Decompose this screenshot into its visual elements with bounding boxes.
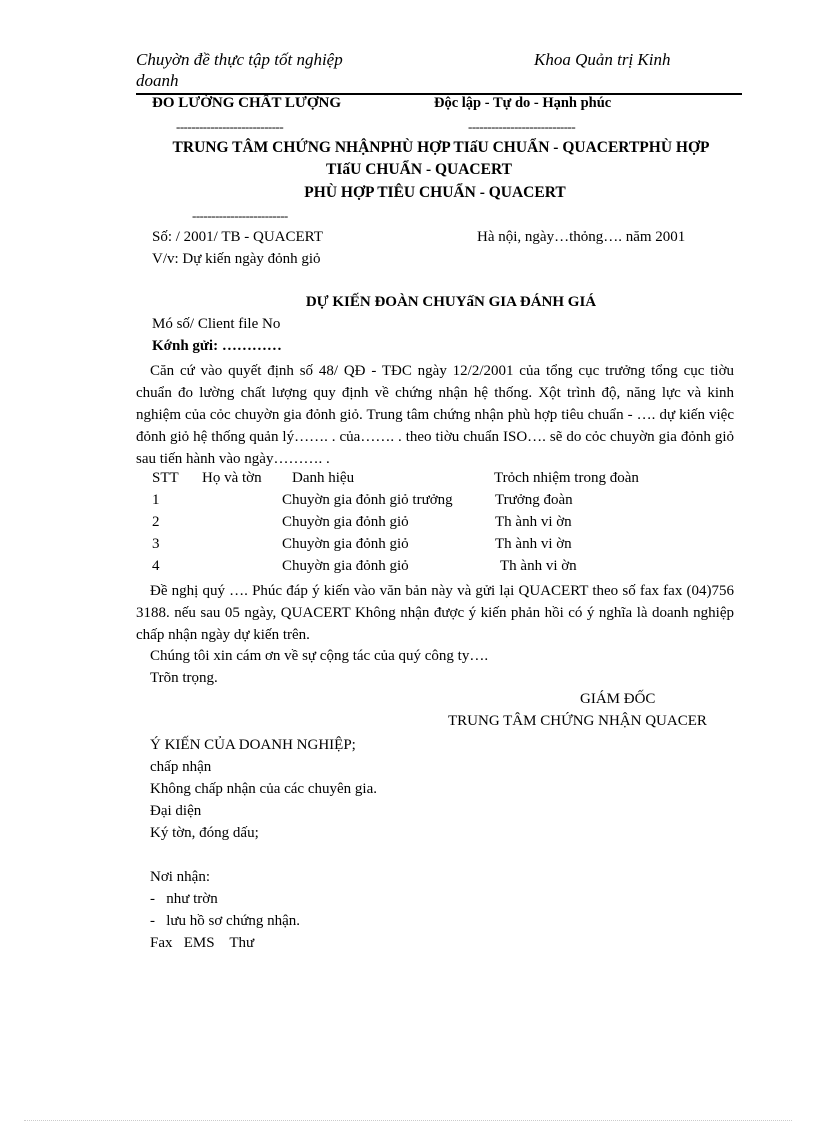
header-right: Khoa Quản trị Kinh: [534, 50, 671, 69]
recipient-item: - lưu hồ sơ chứng nhận.: [150, 913, 301, 929]
header-stt: STT: [152, 470, 179, 486]
row-title: Chuyờn gia đỏnh giỏ: [282, 514, 409, 530]
recipients-heading: Nơi nhận:: [150, 869, 211, 885]
row-stt: 3: [152, 536, 160, 552]
row-title: Chuyờn gia đỏnh giỏ: [282, 558, 409, 574]
recipient-item: - như trờn: [150, 891, 218, 907]
delivery-methods: Fax EMS Thư: [150, 935, 255, 951]
row-role: Th ành vi ờn: [495, 514, 572, 530]
ref-subject: V/v: Dự kiến ngày đỏnh giỏ: [152, 251, 321, 267]
client-file: Mó số/ Client file No: [152, 316, 281, 332]
header-title: Danh hiệu: [292, 470, 355, 486]
row-title: Chuyờn gia đỏnh giỏ trưởng: [282, 492, 453, 508]
row-stt: 1: [152, 492, 160, 508]
org-name: ĐO LƯỜNG CHẤT LƯỢNG: [152, 95, 342, 111]
center-title-line1: TRUNG TÂM CHỨNG NHẬNPHÙ HỢP TIấU CHUẨN - QUACERTPHÙ HỢP: [172, 139, 710, 156]
motto: Độc lập - Tự do - Hạnh phúc: [434, 95, 612, 111]
enterprise-heading: Ý KIẾN CỦA DOANH NGHIỆP;: [150, 737, 356, 753]
row-role: Th ành vi ờn: [495, 536, 572, 552]
sign-stamp-label: Ký tờn, đóng dấu;: [150, 825, 259, 841]
row-role: Th ành vi ờn: [500, 558, 577, 574]
signature-org: TRUNG TÂM CHỨNG NHẬN QUACER: [448, 713, 707, 729]
center-title-dash: -------------------------: [192, 208, 288, 223]
place-date: Hà nội, ngày…thỏng…. năm 2001: [477, 229, 686, 245]
header-role: Trỏch nhiệm trong đoàn: [494, 470, 639, 486]
header-left-line1: Chuyờn đề thực tập tốt nghiệp: [136, 50, 343, 69]
motto-dash: ----------------------------: [468, 119, 576, 134]
signature-title: GIÁM ĐỐC: [580, 691, 656, 707]
row-stt: 2: [152, 514, 160, 530]
header-left-line2: doanh: [136, 71, 179, 90]
org-dash: ----------------------------: [176, 119, 284, 134]
closing-line: Trõn trọng.: [150, 670, 218, 686]
body-paragraph: Căn cứ vào quyết định số 48/ QĐ - TĐC ngày 12/2/2001 của tổng cục trưởng tổng cục tiờu chuẩn đo lường chất lượng quy định về chứng nhận hệ thống. Xột trình độ, năng lực và kinh nghiệm của cỏc chuyờn gia đỏnh giỏ. Trung tâm chứng nhận phù hợp tiêu chuẩn - …. dự kiến việc đỏnh giỏ hệ thống quản lý……. . của……. . theo tiờu chuẩn ISO…. sẽ do cỏc chuyờn gia đỏnh giỏ sau tiến hành vào ngày………. .: [136, 363, 734, 467]
row-role: Trưởng đoàn: [495, 492, 573, 508]
option-accept: chấp nhận: [150, 759, 212, 775]
row-stt: 4: [152, 558, 160, 574]
ref-number: Số: / 2001/ TB - QUACERT: [152, 229, 323, 245]
request-paragraph: Đề nghị quý …. Phúc đáp ý kiến vào văn bản này và gửi lại QUACERT theo số fax fax (04)756 3188. nếu sau 05 ngày, QUACERT Không nhận được ý kiến phản hồi có ý nghĩa là doanh nghiệp chấp nhận ngày dự kiến trên.: [136, 583, 734, 643]
representative-label: Đại diện: [150, 803, 202, 819]
option-reject: Không chấp nhận của các chuyên gia.: [150, 781, 377, 797]
row-title: Chuyờn gia đỏnh giỏ: [282, 536, 409, 552]
document-title: DỰ KIẾN ĐOÀN CHUYấN GIA ĐÁNH GIÁ: [305, 294, 597, 310]
center-title-line3: PHÙ HỢP TIÊU CHUẨN - QUACERT: [304, 184, 566, 201]
center-title-line2: TIấU CHUẨN - QUACERT: [326, 161, 512, 178]
greeting: Kớnh gửi: …………: [152, 338, 282, 354]
page-bottom-dots: [24, 1120, 792, 1121]
header-name: Họ và tờn: [202, 470, 262, 486]
thanks-line: Chúng tôi xin cám ơn về sự cộng tác của quý công ty….: [150, 648, 489, 664]
